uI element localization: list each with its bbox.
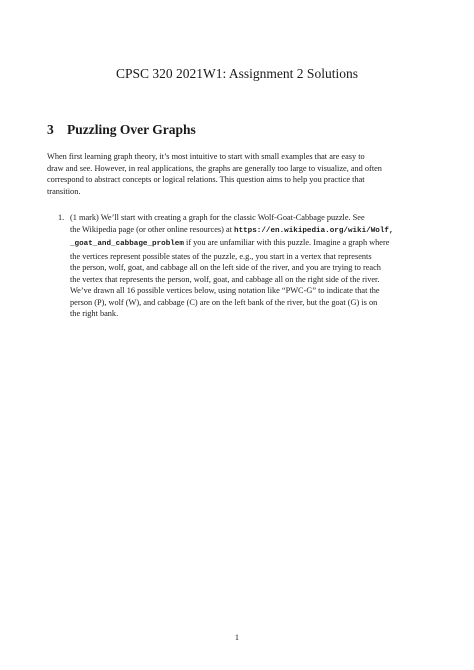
section-heading: [47, 122, 196, 138]
question-line: the vertices represent possible states of the puzzle, e.g., you start in a vertex that represents: [70, 251, 372, 261]
question-body: [70, 212, 431, 320]
section-number: 3: [47, 122, 54, 137]
document-title: CPSC 320 2021W1: Assignment 2 Solutions: [116, 66, 358, 81]
question-line: person (P), wolf (W), and cabbage (C) are on the left bank of the river, but the goat (G) is on: [70, 297, 378, 307]
question-line: the person, wolf, goat, and cabbage all on the left side of the river, and you are trying to reach: [70, 263, 381, 272]
question-line: (1 mark) We’ll start with creating a graph for the classic Wolf-Goat-Cabbage puzzle. See: [70, 213, 365, 222]
question-line: the vertex that represents the person, wolf, goat, and cabbage all on the right side of the river.: [70, 274, 380, 284]
intro-line: transition.: [47, 186, 81, 196]
intro-line: When first learning graph theory, it’s most intuitive to start with small examples that are easy to: [47, 152, 365, 161]
wikipedia-link[interactable]: https://en.wikipedia.org/wiki/Wolf,: [234, 226, 394, 235]
list-marker: 1.: [58, 213, 65, 222]
question-text: if you are unfamiliar with this puzzle. Imagine a graph where: [183, 238, 390, 247]
question-text: the Wikipedia page (or other online resources) at: [70, 224, 235, 234]
page-number: 1: [234, 633, 240, 642]
section-title: Puzzling Over Graphs: [67, 122, 196, 137]
intro-line: draw and see. However, in real applications, the graphs are generally too large to visualize, and often: [47, 163, 382, 173]
intro-paragraph: [47, 151, 431, 197]
question-line: We’ve drawn all 16 possible vertices below, using notation like “PWC-G” to indicate that the: [70, 286, 380, 295]
question-line: [70, 237, 431, 251]
intro-line: correspond to abstract concepts or logical relations. This question aims to help you practice that: [47, 175, 365, 184]
question-line: [70, 224, 431, 238]
question-line: the right bank.: [70, 309, 119, 318]
wikipedia-link-continued[interactable]: _goat_and_cabbage_problem: [70, 240, 184, 248]
